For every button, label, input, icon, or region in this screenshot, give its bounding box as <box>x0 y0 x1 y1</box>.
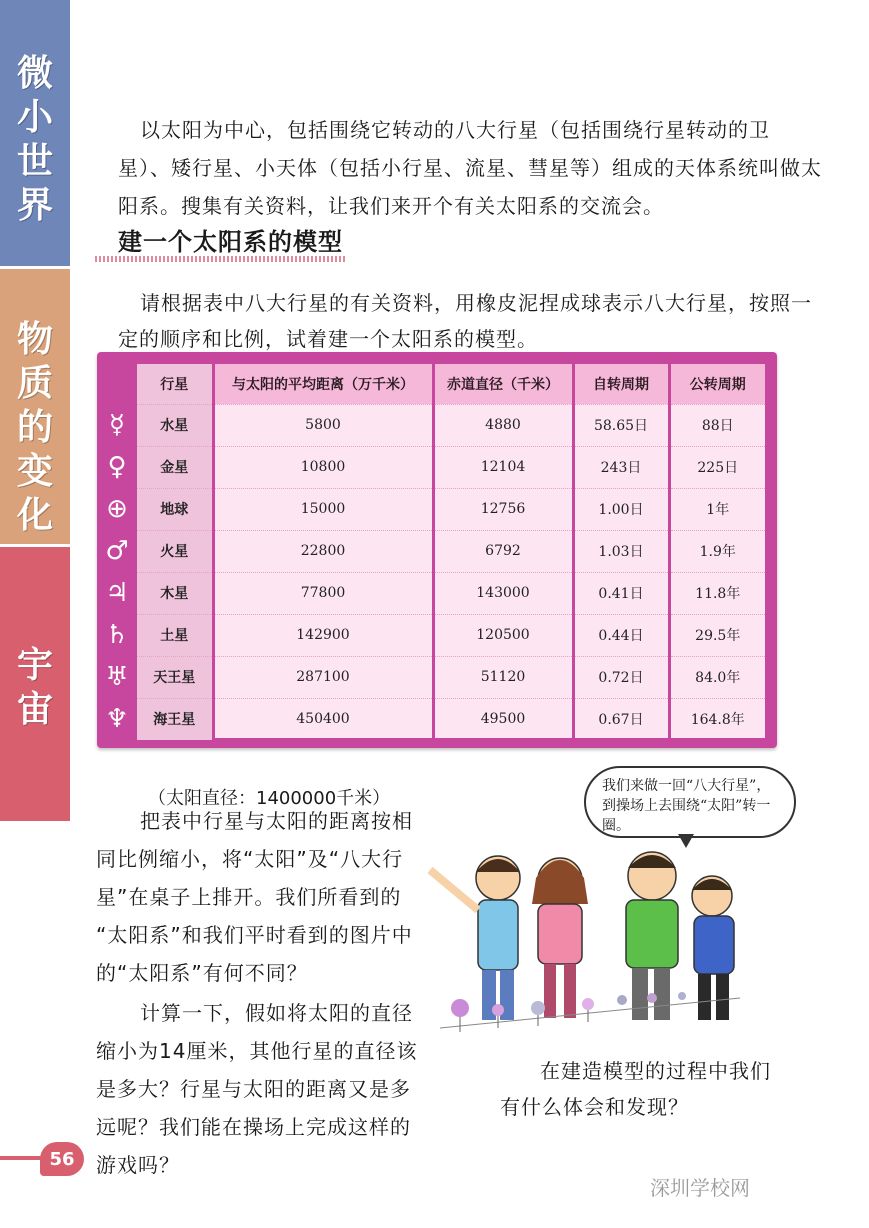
table-cell: 0.72日 <box>573 656 669 698</box>
planet-data-table <box>137 364 765 740</box>
table-cell: 164.8年 <box>690 712 745 729</box>
table-cell: 1年 <box>706 502 730 518</box>
table-cell: 287100 <box>213 656 433 698</box>
table-cell: 77800 <box>213 572 433 614</box>
tab-divider <box>0 544 70 547</box>
reflection-line-1: 在建造模型的过程中我们 <box>540 1059 771 1083</box>
table-row <box>137 404 765 446</box>
table-cell: 6792 <box>433 530 573 572</box>
table-row <box>137 572 765 614</box>
table-cell: 29.5年 <box>695 628 741 644</box>
header-revolution: 公转周期 <box>669 364 765 404</box>
table-cell: 1.03日 <box>573 530 669 572</box>
table-cell: 12756 <box>433 488 573 530</box>
table-cell: 11.8年 <box>695 586 741 602</box>
calc-line-1: 计算一下，假如将太阳的直径 <box>140 1001 413 1025</box>
child-boy-right-icon <box>692 876 734 1020</box>
calc-line-3: 是多大？行星与太阳的距离又是多 <box>96 1077 411 1101</box>
tab-char: 的 <box>16 407 53 448</box>
table-cell: 1.00日 <box>573 488 669 530</box>
planet-table-frame <box>97 352 777 748</box>
child-boy-left-icon <box>430 856 520 1020</box>
table-cell: 4880 <box>433 404 573 446</box>
header-diameter: 赤道直径（千米） <box>433 364 573 404</box>
table-row <box>137 488 765 530</box>
table-cell: 0.44日 <box>573 614 669 656</box>
question-line-1: 把表中行星与太阳的距离按相 <box>140 809 413 833</box>
header-distance: 与太阳的平均距离（万千米） <box>213 364 433 404</box>
planet-name-cell: 水星 <box>137 404 213 446</box>
table-cell: 15000 <box>213 488 433 530</box>
planet-symbol-icon: ♀ <box>107 452 127 482</box>
sun-diameter-caption: （太阳直径：1400000千米） <box>148 788 391 809</box>
planet-symbols <box>97 404 137 740</box>
table-cell: 88日 <box>701 418 734 434</box>
chapter-tab-universe[interactable] <box>0 546 70 821</box>
planet-name-cell: 海王星 <box>137 698 213 740</box>
child-girl-icon <box>532 858 588 1018</box>
question-line-3: 星”在桌子上排开。我们所看到的 <box>96 885 402 909</box>
table-cell: 5800 <box>213 404 433 446</box>
table-cell: 143000 <box>433 572 573 614</box>
table-cell: 120500 <box>433 614 573 656</box>
chapter-tab-micro-world[interactable] <box>0 0 70 268</box>
table-cell: 225日 <box>697 460 739 476</box>
calc-line-4: 远呢？我们能在操场上完成这样的 <box>96 1115 411 1139</box>
reflection-line-2: 有什么体会和发现？ <box>500 1095 689 1119</box>
intro-line-2: 星）、矮行星、小天体（包括小行星、流星、彗星等）组成的天体系统叫做太 <box>118 156 822 180</box>
tab-char: 小 <box>16 97 53 138</box>
tab-char: 质 <box>16 363 53 404</box>
tab-char: 化 <box>16 495 53 536</box>
question-line-4: “太阳系”和我们平时看到的图片中 <box>96 923 413 947</box>
intro-line-1: 以太阳为中心，包括围绕它转动的八大行星（包括围绕行星转动的卫 <box>140 118 770 142</box>
table-cell: 243日 <box>573 446 669 488</box>
table-row <box>137 446 765 488</box>
question-line-2: 同比例缩小，将“太阳”及“八大行 <box>96 847 404 871</box>
watermark: 深圳学校网 <box>650 1176 750 1200</box>
table-cell: 22800 <box>213 530 433 572</box>
question-line-5: 的“太阳系”有何不同？ <box>96 961 308 985</box>
page-number-line <box>0 1156 42 1160</box>
planet-symbol-icon: ♄ <box>105 620 129 650</box>
planet-name-cell: 土星 <box>137 614 213 656</box>
planet-symbol-icon: ♃ <box>105 578 129 608</box>
instruction-line-2: 定的顺序和比例，试着建一个太阳系的模型。 <box>118 327 538 351</box>
table-cell: 58.65日 <box>573 404 669 446</box>
planet-name-cell: 金星 <box>137 446 213 488</box>
tab-char: 物 <box>16 319 53 360</box>
table-cell: 49500 <box>433 698 573 740</box>
tab-char: 微 <box>16 53 53 94</box>
planet-name-cell: 地球 <box>137 488 213 530</box>
header-rotation: 自转周期 <box>573 364 669 404</box>
table-cell: 0.67日 <box>573 698 669 740</box>
table-row <box>137 698 765 740</box>
table-row <box>137 656 765 698</box>
planet-symbol-icon: ♅ <box>105 662 129 692</box>
instruction-line-1: 请根据表中八大行星的有关资料，用橡皮泥捏成球表示八大行星，按照一 <box>140 291 812 315</box>
tab-char: 宙 <box>16 689 53 730</box>
tab-divider <box>0 266 70 269</box>
table-row <box>137 530 765 572</box>
calc-line-2: 缩小为14厘米，其他行星的直径该 <box>96 1039 418 1063</box>
calc-line-5: 游戏吗？ <box>96 1153 180 1177</box>
table-cell: 0.41日 <box>573 572 669 614</box>
tab-char: 界 <box>16 185 53 226</box>
tab-char: 变 <box>16 451 53 492</box>
intro-line-3: 阳系。搜集有关资料，让我们来开个有关太阳系的交流会。 <box>118 194 664 218</box>
planet-symbol-icon: ⊕ <box>106 494 128 524</box>
table-cell: 12104 <box>433 446 573 488</box>
table-cell: 142900 <box>213 614 433 656</box>
page-number: 56 <box>40 1142 84 1176</box>
header-planet: 行星 <box>137 364 213 404</box>
table-cell: 10800 <box>213 446 433 488</box>
table-cell: 84.0年 <box>695 670 741 686</box>
tab-char: 世 <box>16 141 53 182</box>
heading-underline <box>95 256 347 262</box>
planet-symbol-icon: ☿ <box>109 410 125 440</box>
tab-char: 宇 <box>16 645 53 686</box>
planet-name-cell: 火星 <box>137 530 213 572</box>
chapter-tab-matter-change[interactable] <box>0 268 70 546</box>
table-row <box>137 614 765 656</box>
planet-name-cell: 天王星 <box>137 656 213 698</box>
section-heading: 建一个太阳系的模型 <box>118 228 343 256</box>
planet-name-cell: 木星 <box>137 572 213 614</box>
planet-symbol-icon: ♂ <box>105 536 129 566</box>
planet-symbol-icon: ♆ <box>105 704 129 734</box>
table-cell: 450400 <box>213 698 433 740</box>
speech-bubble: 我们来做一回“八大行星”，到操场上去围绕“太阳”转一圈。 <box>584 766 796 838</box>
table-cell: 51120 <box>433 656 573 698</box>
table-cell: 1.9年 <box>699 544 736 560</box>
children-illustration <box>420 838 760 1048</box>
